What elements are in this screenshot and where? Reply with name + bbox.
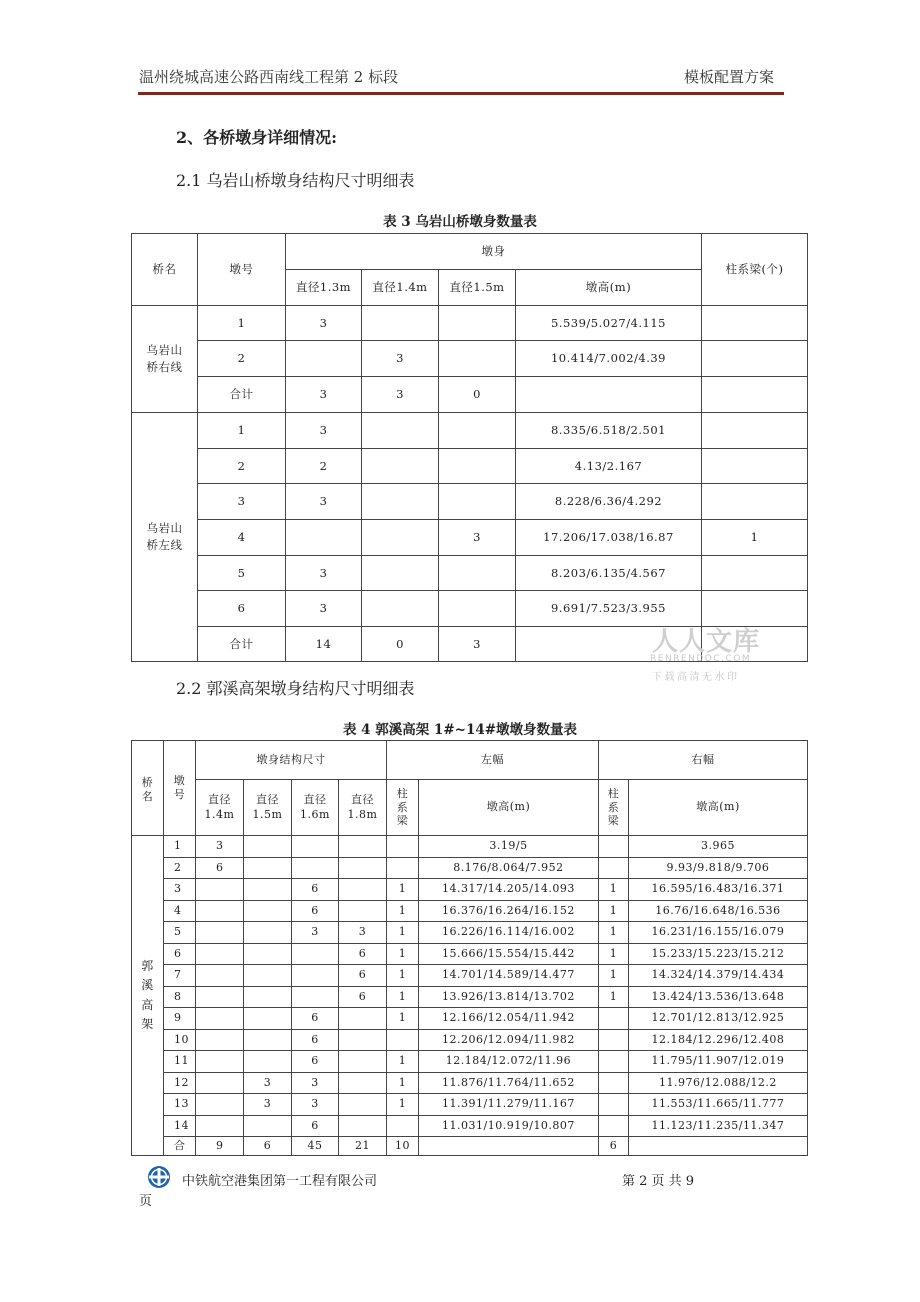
t4-cell-d15	[244, 1115, 292, 1137]
t4-cell-d16: 45	[292, 1137, 339, 1156]
table-row	[132, 943, 808, 965]
t3-cell	[286, 520, 362, 556]
table3	[131, 233, 808, 662]
t3-cell	[439, 449, 516, 484]
table-row	[132, 1137, 808, 1156]
t4-cell-ltie	[387, 836, 419, 858]
t4-header-d14-text: 直径1.4m	[204, 793, 235, 821]
t3-cell: 5	[198, 556, 286, 591]
t4-cell-rh	[629, 1137, 808, 1156]
t4-cell-d15	[244, 879, 292, 901]
t4-cell-rtie: 1	[599, 943, 629, 965]
t4-cell-d14	[196, 1072, 244, 1094]
t4-cell-rh: 11.553/11.665/11.777	[629, 1094, 808, 1116]
t3-cell: 0	[362, 627, 439, 662]
t3-cell: 17.206/17.038/16.87	[516, 520, 702, 556]
t4-cell-d16: 3	[292, 1072, 339, 1094]
t4-cell-d18	[339, 1094, 387, 1116]
t3-cell	[362, 449, 439, 484]
t4-cell-lh: 13.926/13.814/13.702	[419, 986, 599, 1008]
t4-header-left-tie-text: 柱系梁	[396, 786, 409, 828]
t4-cell-rh: 11.976/12.088/12.2	[629, 1072, 808, 1094]
table-row	[132, 922, 808, 944]
t4-cell-lh: 16.226/16.114/16.002	[419, 922, 599, 944]
t4-cell-d14	[196, 965, 244, 987]
t4-cell-d16	[292, 965, 339, 987]
t3-cell: 4	[198, 520, 286, 556]
t3-header-tie: 柱系梁(个)	[702, 234, 808, 306]
t4-cell-d15: 3	[244, 1094, 292, 1116]
footer-page-tail: 页	[139, 1194, 153, 1209]
table4-body	[132, 836, 808, 1156]
t4-cell-rtie: 1	[599, 965, 629, 987]
t4-cell-d15	[244, 1008, 292, 1030]
t3-cell	[439, 413, 516, 449]
t4-cell-rtie: 1	[599, 900, 629, 922]
t4-header-bridge	[132, 741, 164, 836]
t4-cell-d14	[196, 1094, 244, 1116]
t3-cell: 3	[286, 306, 362, 341]
t4-pier: 5	[164, 922, 196, 944]
t4-cell-rtie	[599, 1072, 629, 1094]
t3-cell	[439, 556, 516, 591]
t4-cell-ltie: 1	[387, 1094, 419, 1116]
t4-cell-d14	[196, 943, 244, 965]
t4-cell-d15: 6	[244, 1137, 292, 1156]
t4-cell-d18	[339, 836, 387, 858]
t4-header-d18	[339, 780, 387, 836]
t4-cell-lh: 3.19/5	[419, 836, 599, 858]
t3-cell: 8.335/6.518/2.501	[516, 413, 702, 449]
t3-cell: 14	[286, 627, 362, 662]
t4-cell-d18	[339, 1051, 387, 1073]
t4-pier: 14	[164, 1115, 196, 1137]
t4-header-pier	[164, 741, 196, 836]
t4-cell-d15	[244, 900, 292, 922]
t4-cell-rh: 9.93/9.818/9.706	[629, 857, 808, 879]
t4-cell-d16: 3	[292, 922, 339, 944]
header-title: 温州绕城高速公路西南线工程第 2 标段	[139, 68, 399, 86]
t4-cell-d18	[339, 1029, 387, 1051]
t3-cell	[439, 484, 516, 520]
t3-cell	[362, 556, 439, 591]
table-row	[132, 857, 808, 879]
watermark-domain: RENRENDOC.COM	[650, 654, 752, 664]
t4-cell-d15: 3	[244, 1072, 292, 1094]
t4-cell-rtie: 6	[599, 1137, 629, 1156]
t4-pier: 7	[164, 965, 196, 987]
t4-cell-lh: 12.184/12.072/11.96	[419, 1051, 599, 1073]
t4-pier: 2	[164, 857, 196, 879]
t4-header-right-tie-text: 柱系梁	[607, 786, 620, 828]
t4-cell-ltie: 1	[387, 922, 419, 944]
header-rule	[138, 92, 784, 95]
table-row	[132, 900, 808, 922]
t4-cell-lh: 12.206/12.094/11.982	[419, 1029, 599, 1051]
t3-cell: 10.414/7.002/4.39	[516, 341, 702, 377]
t4-cell-ltie: 1	[387, 986, 419, 1008]
t3-cell	[362, 413, 439, 449]
t3-cell: 3	[439, 520, 516, 556]
subsection-2-2: 2.2 郭溪高架墩身结构尺寸明细表	[176, 679, 415, 698]
t4-header-left-height: 墩高(m)	[419, 780, 599, 836]
t3-cell: 0	[439, 377, 516, 413]
t4-cell-d15	[244, 1029, 292, 1051]
t3-header-body: 墩身	[286, 234, 702, 270]
t4-header-d14	[196, 780, 244, 836]
t3-cell	[702, 341, 808, 377]
t4-pier: 6	[164, 943, 196, 965]
section-heading: 2、各桥墩身详细情况:	[176, 128, 338, 147]
t4-cell-d15	[244, 965, 292, 987]
t4-cell-rtie: 1	[599, 879, 629, 901]
t3-cell: 3	[286, 484, 362, 520]
t4-cell-d18: 6	[339, 986, 387, 1008]
t3-cell: 2	[198, 449, 286, 484]
table-row	[132, 1051, 808, 1073]
t4-cell-d16	[292, 986, 339, 1008]
t4-cell-d15	[244, 943, 292, 965]
t3-cell: 4.13/2.167	[516, 449, 702, 484]
t4-cell-d15	[244, 1051, 292, 1073]
t4-header-left: 左幅	[387, 741, 599, 780]
t3-cell: 2	[198, 341, 286, 377]
t4-header-right-tie	[599, 780, 629, 836]
t4-cell-lh: 11.876/11.764/11.652	[419, 1072, 599, 1094]
t3-cell	[702, 377, 808, 413]
t3-cell: 3	[198, 484, 286, 520]
t3-cell	[516, 377, 702, 413]
t3-cell: 8.228/6.36/4.292	[516, 484, 702, 520]
t4-cell-rh: 16.595/16.483/16.371	[629, 879, 808, 901]
t4-cell-rh: 14.324/14.379/14.434	[629, 965, 808, 987]
t3-cell	[439, 306, 516, 341]
t3-cell	[702, 556, 808, 591]
watermark-slogan: 下载高清无水印	[652, 672, 740, 683]
t3-cell: 3	[286, 556, 362, 591]
table-row	[132, 986, 808, 1008]
t4-cell-d14	[196, 1115, 244, 1137]
t4-cell-d16	[292, 836, 339, 858]
t4-cell-d16: 6	[292, 1008, 339, 1030]
t3-cell	[362, 591, 439, 627]
t4-cell-rtie: 1	[599, 922, 629, 944]
t4-pier: 3	[164, 879, 196, 901]
t4-cell-ltie: 1	[387, 879, 419, 901]
t3-cell	[286, 341, 362, 377]
t3-cell	[702, 306, 808, 341]
t4-cell-d18	[339, 1008, 387, 1030]
t4-cell-lh: 8.176/8.064/7.952	[419, 857, 599, 879]
t4-pier: 1	[164, 836, 196, 858]
t4-header-pier-text: 墩号	[173, 774, 186, 801]
t4-cell-d18	[339, 879, 387, 901]
t4-pier: 9	[164, 1008, 196, 1030]
t4-cell-d14	[196, 900, 244, 922]
t4-cell-d18	[339, 857, 387, 879]
t4-cell-ltie	[387, 857, 419, 879]
footer-company: 中铁航空港集团第一工程有限公司	[182, 1174, 378, 1189]
t3-left-line-name: 乌岩山桥左线	[132, 413, 198, 662]
t4-cell-lh: 16.376/16.264/16.152	[419, 900, 599, 922]
company-logo-icon	[145, 1165, 173, 1189]
t3-header-d13: 直径1.3m	[286, 270, 362, 306]
t4-cell-ltie: 1	[387, 1008, 419, 1030]
t3-cell: 9.691/7.523/3.955	[516, 591, 702, 627]
header-doc-name: 模板配置方案	[684, 68, 775, 86]
t4-header-left-tie	[387, 780, 419, 836]
t4-cell-rh: 15.233/15.223/15.212	[629, 943, 808, 965]
t4-cell-rtie: 1	[599, 986, 629, 1008]
t4-pier: 13	[164, 1094, 196, 1116]
t3-cell: 3	[286, 377, 362, 413]
footer-page: 第 2 页 共 9	[622, 1174, 695, 1189]
t3-cell	[439, 591, 516, 627]
t4-cell-d16: 3	[292, 1094, 339, 1116]
t4-cell-lh: 11.391/11.279/11.167	[419, 1094, 599, 1116]
t4-bridge-name-text: 郭溪高架	[141, 959, 154, 1031]
t4-cell-rh: 11.123/11.235/11.347	[629, 1115, 808, 1137]
table3-caption: 表 3 乌岩山桥墩身数量表	[383, 214, 537, 230]
t4-header-bridge-text: 桥名	[141, 776, 154, 803]
table-row	[132, 1008, 808, 1030]
t3-cell	[362, 520, 439, 556]
t4-cell-d14: 3	[196, 836, 244, 858]
table-row	[132, 965, 808, 987]
t4-cell-ltie: 1	[387, 1051, 419, 1073]
t4-cell-ltie	[387, 1115, 419, 1137]
t4-cell-lh: 14.701/14.589/14.477	[419, 965, 599, 987]
t4-cell-d14	[196, 1051, 244, 1073]
table-row	[132, 879, 808, 901]
t3-header-bridge: 桥名	[132, 234, 198, 306]
t4-cell-d18: 3	[339, 922, 387, 944]
t4-cell-d16: 6	[292, 879, 339, 901]
t4-pier: 合	[164, 1137, 196, 1156]
t3-cell	[702, 449, 808, 484]
t4-cell-ltie: 1	[387, 965, 419, 987]
t4-cell-d14: 6	[196, 857, 244, 879]
t3-cell: 6	[198, 591, 286, 627]
t4-header-d16	[292, 780, 339, 836]
t4-cell-rh: 12.701/12.813/12.925	[629, 1008, 808, 1030]
t4-header-right-height: 墩高(m)	[629, 780, 808, 836]
t4-cell-d14	[196, 1029, 244, 1051]
t4-cell-d16: 6	[292, 1051, 339, 1073]
t3-cell: 3	[362, 341, 439, 377]
table4	[131, 740, 808, 1156]
t4-cell-rtie	[599, 857, 629, 879]
t4-cell-rtie	[599, 1051, 629, 1073]
watermark-title: 人人文库	[652, 627, 761, 657]
t4-cell-ltie	[387, 1029, 419, 1051]
t4-pier: 11	[164, 1051, 196, 1073]
t4-cell-d14	[196, 986, 244, 1008]
t4-pier: 10	[164, 1029, 196, 1051]
t4-cell-d18	[339, 1115, 387, 1137]
t4-cell-d14	[196, 922, 244, 944]
subsection-2-1: 2.1 乌岩山桥墩身结构尺寸明细表	[176, 171, 415, 190]
t3-cell: 3	[286, 413, 362, 449]
t4-cell-ltie: 1	[387, 943, 419, 965]
t4-cell-rtie	[599, 1029, 629, 1051]
t4-cell-rh: 16.231/16.155/16.079	[629, 922, 808, 944]
t4-header-struct: 墩身结构尺寸	[196, 741, 387, 780]
t4-cell-d15	[244, 986, 292, 1008]
t3-cell	[362, 306, 439, 341]
table-row	[132, 1094, 808, 1116]
table-row	[132, 1115, 808, 1137]
t4-cell-rh: 13.424/13.536/13.648	[629, 986, 808, 1008]
t4-pier: 4	[164, 900, 196, 922]
t4-cell-rtie	[599, 1094, 629, 1116]
t3-cell: 8.203/6.135/4.567	[516, 556, 702, 591]
t3-cell: 2	[286, 449, 362, 484]
t4-cell-lh: 11.031/10.919/10.807	[419, 1115, 599, 1137]
t3-cell	[439, 341, 516, 377]
t4-cell-d16	[292, 943, 339, 965]
t4-cell-d16: 6	[292, 900, 339, 922]
t4-cell-rh: 16.76/16.648/16.536	[629, 900, 808, 922]
t4-pier: 12	[164, 1072, 196, 1094]
t4-cell-lh: 12.166/12.054/11.942	[419, 1008, 599, 1030]
t4-cell-d18	[339, 1072, 387, 1094]
t4-cell-ltie: 10	[387, 1137, 419, 1156]
t4-cell-lh: 14.317/14.205/14.093	[419, 879, 599, 901]
t3-right-line-name: 乌岩山桥右线	[132, 306, 198, 413]
t4-cell-ltie: 1	[387, 900, 419, 922]
t3-cell	[702, 413, 808, 449]
t4-cell-d15	[244, 922, 292, 944]
t3-cell: 3	[362, 377, 439, 413]
t3-header-d14: 直径1.4m	[362, 270, 439, 306]
t4-cell-d16: 6	[292, 1115, 339, 1137]
t4-header-right: 右幅	[599, 741, 808, 780]
t3-header-d15: 直径1.5m	[439, 270, 516, 306]
t3-cell: 5.539/5.027/4.115	[516, 306, 702, 341]
table-row	[132, 1072, 808, 1094]
table-row	[132, 1029, 808, 1051]
t4-cell-rtie	[599, 836, 629, 858]
t4-cell-d16	[292, 857, 339, 879]
t4-cell-lh: 15.666/15.554/15.442	[419, 943, 599, 965]
t4-cell-d18: 6	[339, 943, 387, 965]
t4-cell-rh: 3.965	[629, 836, 808, 858]
t4-cell-d14: 9	[196, 1137, 244, 1156]
t4-header-d15-text: 直径1.5m	[252, 793, 283, 821]
t4-cell-d18	[339, 900, 387, 922]
t4-cell-d18: 6	[339, 965, 387, 987]
t4-cell-d14	[196, 879, 244, 901]
t4-header-d16-text: 直径1.6m	[300, 793, 330, 821]
t4-header-d18-text: 直径1.8m	[347, 793, 378, 821]
t3-header-pier: 墩号	[198, 234, 286, 306]
t4-pier: 8	[164, 986, 196, 1008]
t4-cell-ltie: 1	[387, 1072, 419, 1094]
t4-bridge-name	[132, 836, 164, 1156]
t4-cell-rtie	[599, 1115, 629, 1137]
t4-cell-lh	[419, 1137, 599, 1156]
t4-cell-d14	[196, 1008, 244, 1030]
t3-cell: 合计	[198, 627, 286, 662]
t3-cell: 合计	[198, 377, 286, 413]
t3-cell	[702, 484, 808, 520]
t3-cell: 1	[198, 306, 286, 341]
t3-cell	[362, 484, 439, 520]
table-row	[132, 836, 808, 858]
t4-cell-rh: 12.184/12.296/12.408	[629, 1029, 808, 1051]
t3-cell: 1	[198, 413, 286, 449]
t4-cell-d15	[244, 836, 292, 858]
t4-cell-d15	[244, 857, 292, 879]
t3-header-height: 墩高(m)	[516, 270, 702, 306]
t4-cell-rtie	[599, 1008, 629, 1030]
t4-cell-d16: 6	[292, 1029, 339, 1051]
t3-cell: 3	[286, 591, 362, 627]
t4-cell-rh: 11.795/11.907/12.019	[629, 1051, 808, 1073]
t3-cell: 1	[702, 520, 808, 556]
t4-cell-d18: 21	[339, 1137, 387, 1156]
t4-header-d15	[244, 780, 292, 836]
table4-caption: 表 4 郭溪高架 1#~14#墩墩身数量表	[342, 722, 578, 738]
t3-cell: 3	[439, 627, 516, 662]
